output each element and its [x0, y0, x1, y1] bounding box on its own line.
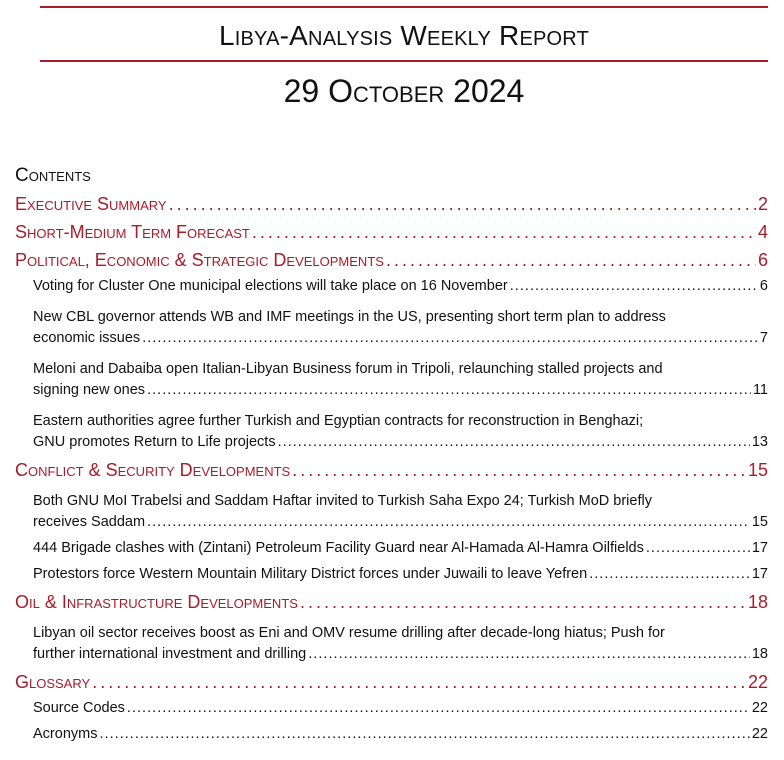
toc-page-number: 13: [751, 434, 768, 450]
toc-leader: [99, 726, 749, 742]
toc-entry-title: Acronyms: [33, 726, 98, 742]
toc-entry-title-line1: Meloni and Dabaiba open Italian-Libyan Business forum in Tripoli, relaunching stalled projects and: [33, 361, 663, 377]
toc-section-title: Political, Economic & Strategic Developments: [15, 250, 384, 270]
report-title: Libya-Analysis Weekly Report: [218, 20, 589, 51]
toc-section-title: Conflict & Security Developments: [15, 460, 291, 480]
toc-section-title: Oil & Infrastructure Developments: [15, 592, 298, 612]
toc-leader: [292, 460, 746, 481]
toc-entry[interactable]: [15, 278, 768, 304]
toc-leader: [278, 434, 750, 450]
toc-leader: [252, 222, 756, 243]
toc-entry-title-line2: economic issues: [33, 330, 141, 346]
toc-page-number: 22: [747, 672, 768, 692]
toc-page-number: 17: [751, 566, 768, 582]
toc-entry[interactable]: [15, 356, 768, 408]
toc-leader: [147, 514, 750, 530]
toc-page-number: 17: [751, 540, 768, 556]
toc-page-number: 4: [757, 222, 768, 242]
header-rule-top: [40, 6, 768, 8]
toc-entry[interactable]: [15, 304, 768, 356]
toc-leader: [300, 592, 746, 613]
toc-page-number: 22: [751, 726, 768, 742]
toc-entry-title: 444 Brigade clashes with (Zintani) Petroleum Facility Guard near Al-Hamada Al-Hamra Oilfields: [33, 540, 644, 556]
toc-page-number: 6: [759, 278, 768, 294]
toc-page-number: 22: [751, 700, 768, 716]
toc-entry-title-line2: GNU promotes Return to Life projects: [33, 434, 276, 450]
toc-entry-title: Protestors force Western Mountain Military District forces under Juwaili to leave Yefren: [33, 566, 588, 582]
toc-entry[interactable]: [15, 726, 768, 752]
toc-page-number: 6: [757, 250, 768, 270]
toc-section-conflict[interactable]: [15, 460, 768, 488]
toc-section-title: Short-Medium Term Forecast: [15, 222, 250, 242]
toc-entry-title-line2: further international investment and drilling: [33, 646, 307, 662]
toc-page-number: 7: [759, 330, 768, 346]
toc-section-forecast[interactable]: [15, 222, 768, 250]
report-date: 29 October 2024: [283, 73, 525, 109]
toc-entry-title-line1: Eastern authorities agree further Turkish and Egyptian contracts for reconstruction in Benghazi;: [33, 413, 644, 429]
toc-section-oil-infrastructure[interactable]: [15, 592, 768, 620]
toc-leader: [646, 540, 750, 556]
toc-entry[interactable]: [15, 620, 768, 672]
toc-leader: [147, 382, 751, 398]
toc-page-number: 15: [751, 514, 768, 530]
toc-entry-title-line1: Both GNU MoI Trabelsi and Saddam Haftar invited to Turkish Saha Expo 24; Turkish MoD briefly: [33, 493, 652, 509]
toc-section-title: Executive Summary: [15, 194, 167, 214]
toc-entry[interactable]: [15, 408, 768, 460]
contents-heading: Contents: [15, 165, 91, 186]
toc-entry[interactable]: [15, 566, 768, 592]
toc-leader: [308, 646, 750, 662]
header-rule-bottom: [40, 60, 768, 62]
toc-page-number: 15: [747, 460, 768, 480]
toc-section-political[interactable]: [15, 250, 768, 278]
toc-leader: [510, 278, 758, 294]
toc-leader: [169, 194, 756, 215]
toc-entry[interactable]: [15, 488, 768, 540]
toc-leader: [127, 700, 750, 716]
toc-leader: [92, 672, 746, 693]
toc-entry-title-line1: New CBL governor attends WB and IMF meetings in the US, presenting short term plan to address: [33, 309, 666, 325]
toc-leader: [142, 330, 758, 346]
toc-page-number: 18: [751, 646, 768, 662]
toc-section-executive-summary[interactable]: [15, 194, 768, 222]
toc-entry-title-line2: receives Saddam: [33, 514, 146, 530]
toc-entry[interactable]: [15, 540, 768, 566]
toc-section-title: Glossary: [15, 672, 91, 692]
toc-entry-title-line1: Libyan oil sector receives boost as Eni and OMV resume drilling after decade-long hiatus; Push for: [33, 625, 665, 641]
toc-entry-title-line2: signing new ones: [33, 382, 146, 398]
toc-page-number: 11: [752, 382, 768, 398]
toc-entry-title: Source Codes: [33, 700, 125, 716]
toc-page-number: 2: [757, 194, 768, 214]
toc-entry[interactable]: [15, 700, 768, 726]
toc-entry-title: Voting for Cluster One municipal elections will take place on 16 November: [33, 278, 508, 294]
table-of-contents: [15, 194, 768, 752]
toc-leader: [589, 566, 750, 582]
toc-section-glossary[interactable]: [15, 672, 768, 700]
toc-leader: [386, 250, 756, 271]
toc-page-number: 18: [747, 592, 768, 612]
